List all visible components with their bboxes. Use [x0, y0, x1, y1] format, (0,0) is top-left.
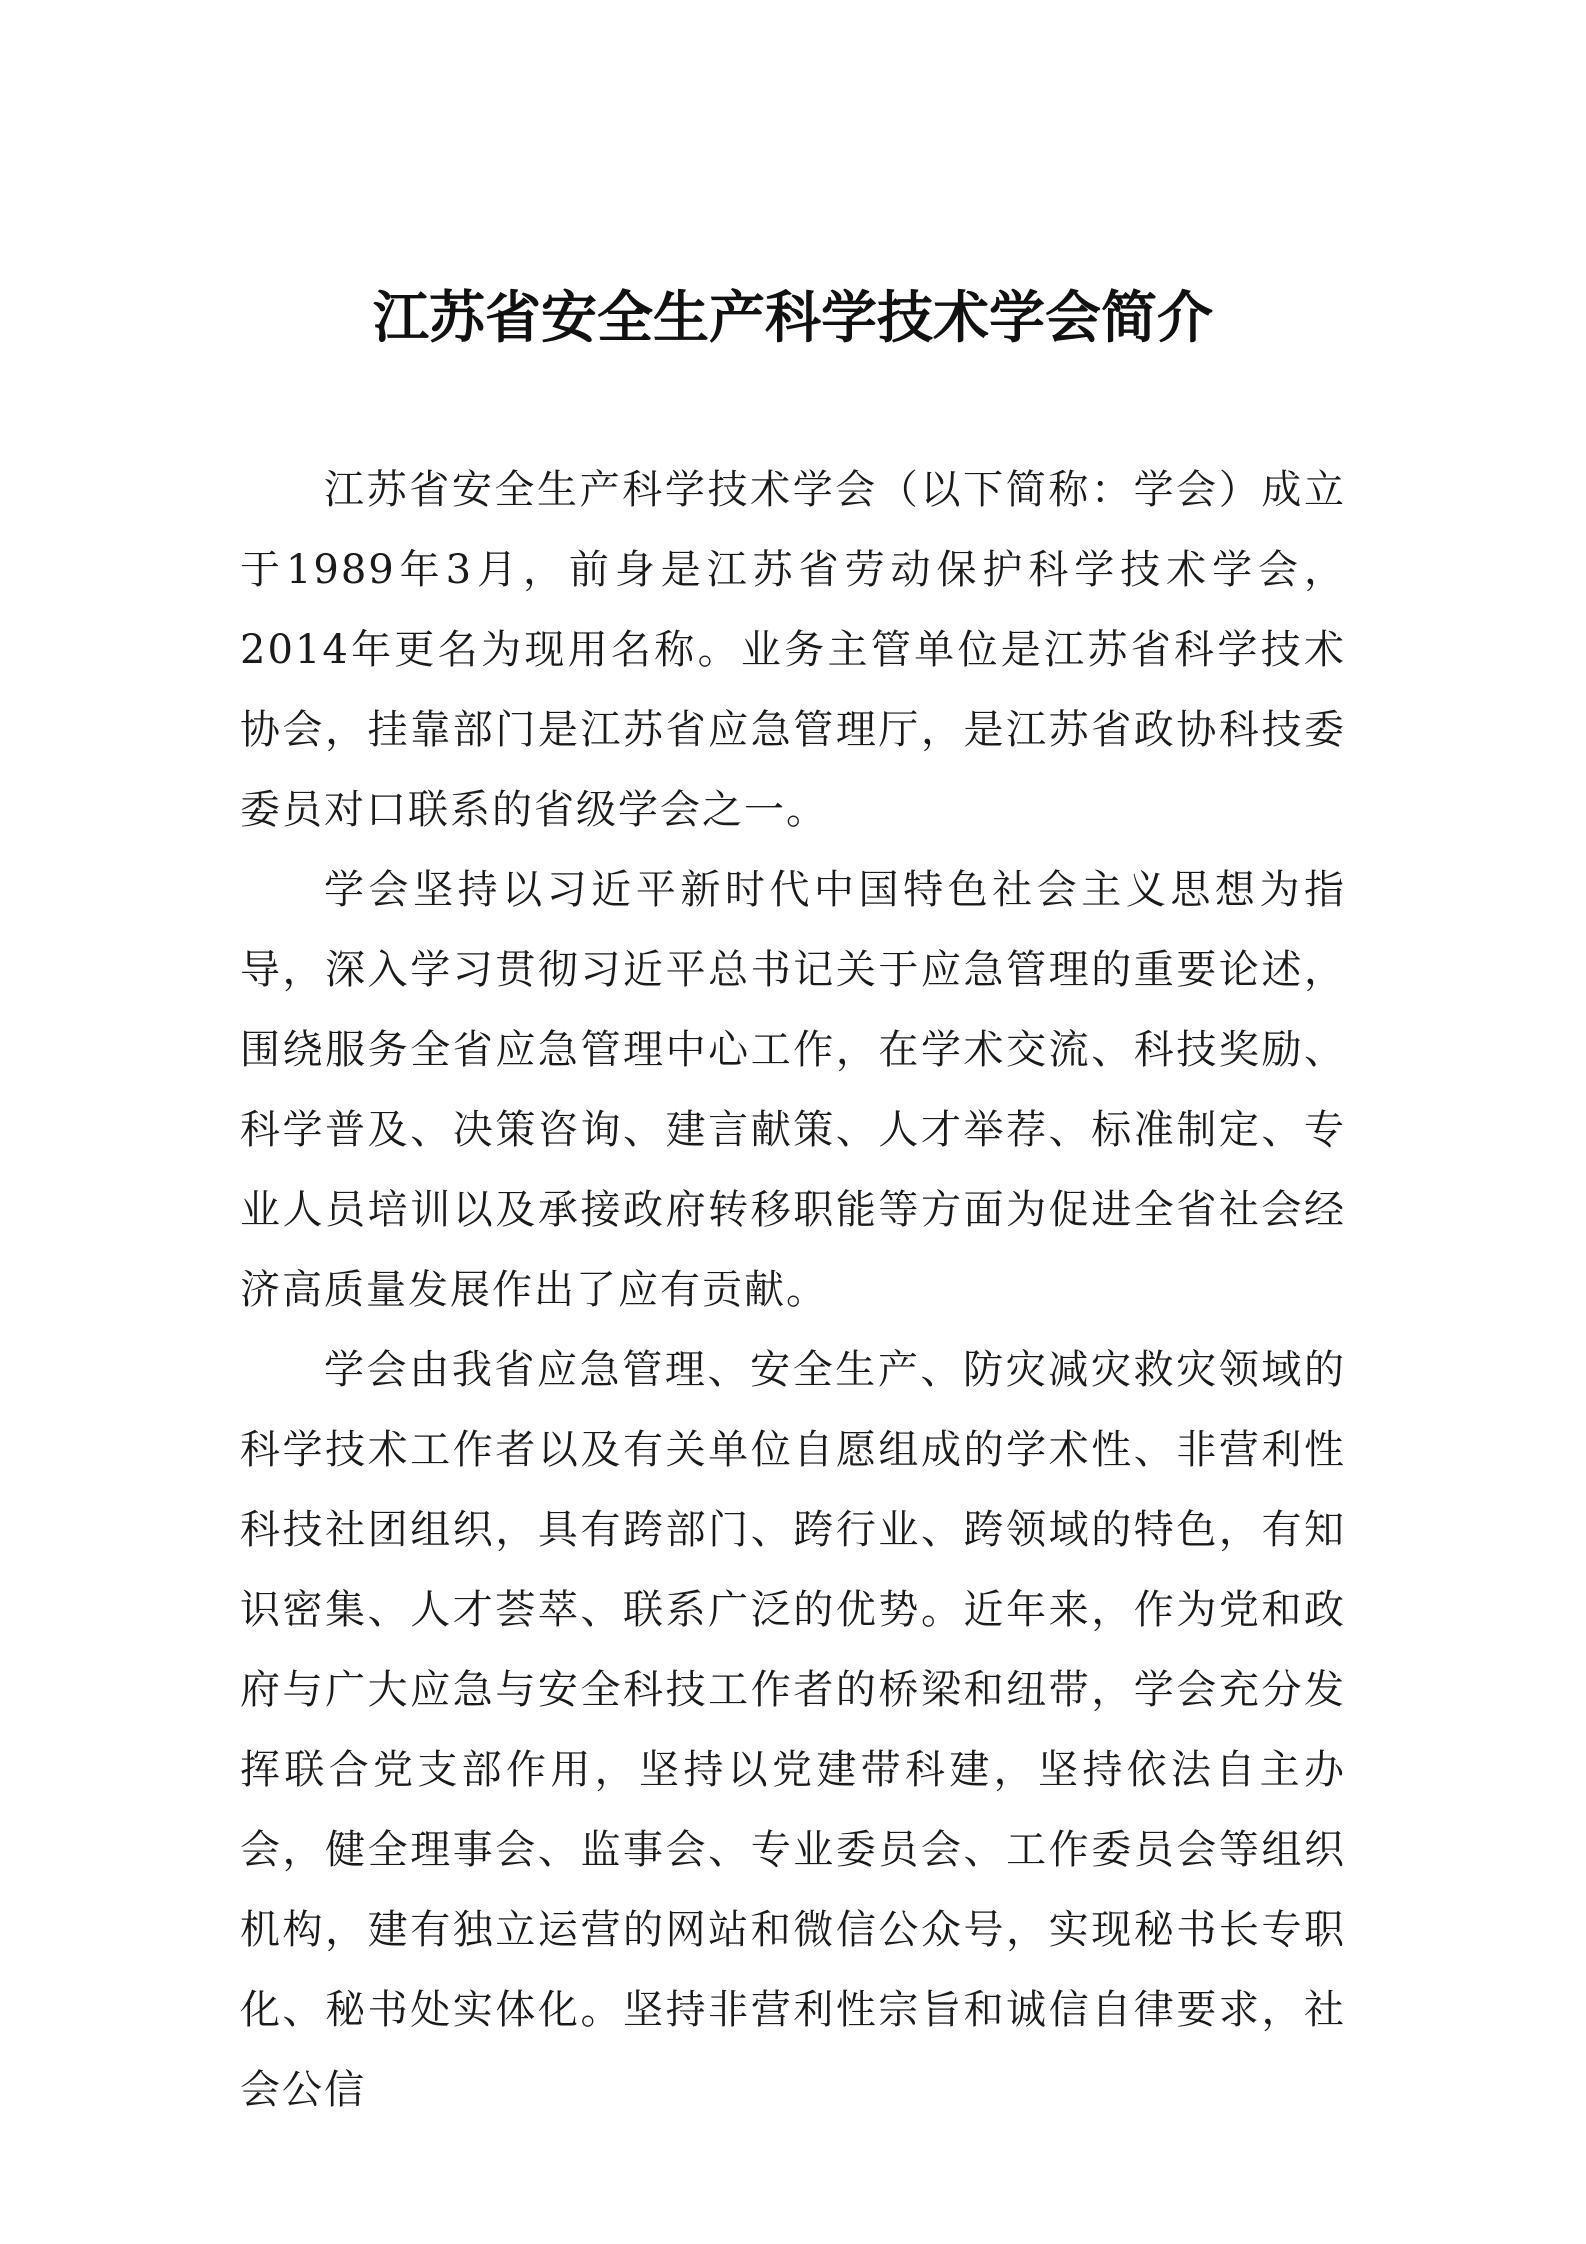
- paragraph-2: 学会坚持以习近平新时代中国特色社会主义思想为指导，深入学习贯彻习近平总书记关于应急管理的重要论述，围绕服务全省应急管理中心工作，在学术交流、科技奖励、科学普及、决策咨询、建言献策、人才举荐、标准制定、专业人员培训以及承接政府转移职能等方面为促进全省社会经济高质量发展作出了应有贡献。: [240, 867, 1346, 1313]
- document-title: 江苏省安全生产科学技术学会简介: [373, 285, 1213, 351]
- paragraph-3: 学会由我省应急管理、安全生产、防灾减灾救灾领域的科学技术工作者以及有关单位自愿组成的学术性、非营利性科技社团组织，具有跨部门、跨行业、跨领域的特色，有知识密集、人才荟萃、联系广泛的优势。近年来，作为党和政府与广大应急与安全科技工作者的桥梁和纽带，学会充分发挥联合党支部作用，坚持以党建带科建，坚持依法自主办会，健全理事会、监事会、专业委员会、工作委员会等组织机构，建有独立运营的网站和微信公众号，实现秘书长专职化、秘书处实体化。坚持非营利性宗旨和诚信自律要求，社会公信: [240, 1347, 1346, 2113]
- document-body: [240, 450, 1346, 2130]
- paragraph-1: 江苏省安全生产科学技术学会（以下简称：学会）成立于1989年3月，前身是江苏省劳动保护科学技术学会，2014年更名为现用名称。业务主管单位是江苏省科学技术协会，挂靠部门是江苏省应急管理厅，是江苏省政协科技委委员对口联系的省级学会之一。: [240, 467, 1346, 833]
